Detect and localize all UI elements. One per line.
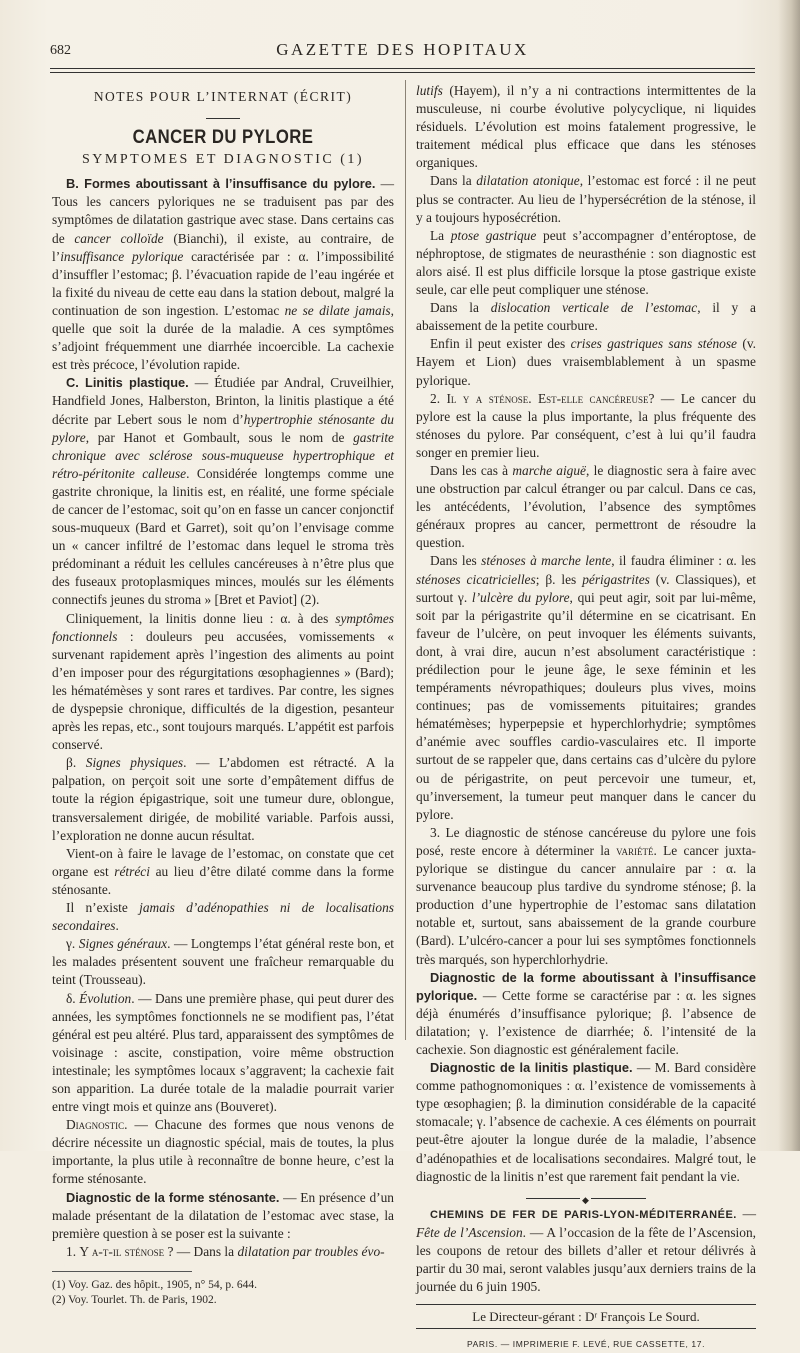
paragraph-dilatation-atonique: Dans la dilatation atonique, l’estomac est forcé : il ne peut plus se contracter. Au lieu de l’hypersécrétion de la sténose, il y a toujours hyposécrétion.	[416, 173, 756, 225]
ornament-rule	[526, 1198, 646, 1199]
paragraph-heading: Diagnostic de la forme aboutissant à l’insuffisance pylorique.	[416, 969, 756, 1003]
article-subtitle: SYMPTOMES ET DIAGNOSTIC (1)	[81, 152, 365, 168]
paragraph-linitis: C. Linitis plastique. — Étudiée par Andral, Cruveilhier, Handfield Jones, Halberston, Brinton, la linitis plastique a été décrite par Lebert sous le nom d’hypertrophie sténosante du pylore, par Hanot et Gombault, sous le nom de gastrite chronique avec sclérose sous-muqueuse hypertrophique et rétro-péritonite calleuse. Considérée longtemps comme une gastrite chronique, la linitis est, en réalité, une forme spéciale de cancer de l’estomac, soit qu’on en fasse un cancer conjonctif sous-muqueux (Bard et Garret), soit qu’on l’envisage comme un « cancer infiltré de l’estomac dans lequel le stroma très prédominant a réduit les cellules cancéreuses à n’être plus que des fuseaux protoplasmiques minces, moulés sur les éléments connectifs jeunes du stroma » [Bret et Paviot] (2).	[52, 375, 394, 608]
paragraph-adenopathies: Il n’existe jamais d’adénopathies ni de localisations secondaires.	[52, 900, 394, 934]
paragraph-continuation: lutifs (Hayem), il n’y a ni contractions intermittentes de la musculeuse, ni courbe évolutive polycyclique, ni liquides résiduels. L’évolution est moins fatalement progressive, le traitement médical plus efficace que dans les sténoses organiques.	[416, 83, 756, 171]
paragraph-diag-linitis: Diagnostic de la linitis plastique. — M. Bard considère comme pathognomoniques : α. l’existence de vomissements à type œsophagien; β. la diminution considérable de la capacité stomacale; γ. l’absence de cachexie. A ces éléments on pourrait peut-être ajouter la longue durée de la maladie, l’absence d’adénopathies et de localisations secondaires. Malgré tout, le diagnostic de la linitis n’est que rarement fait pendant la vie.	[416, 1060, 757, 1184]
paragraph-diag-insuffisance: Diagnostic de la forme aboutissant à l’insuffisance pylorique. — Cette forme se caractérise par : α. les signes déjà énumérés d’insuffisance pylorique; β. l’absence de dilatation; γ. l’existence de diarrhée; δ. l’intensité de la cachexie. Son diagnostic est généralement facile.	[416, 969, 756, 1057]
journal-title: GAZETTE DES HOPITAUX	[276, 40, 529, 59]
paragraph-diagnostic: Diagnostic. — Chacune des formes que nous venons de décrire nécessite un diagnostic spécial, mais de toutes, la plus importante, la plus utile à reconnaître de bonne heure, c’est la forme sténosante.	[52, 1117, 394, 1187]
footnotes	[52, 1271, 257, 1308]
footnote-2: (2) Voy. Tourlet. Th. de Paris, 1902.	[52, 1293, 217, 1306]
header-rule	[50, 68, 755, 73]
paragraph-ptose: La ptose gastrique peut s’accompagner d’entéroptose, de néphroptose, de stigmates de neurasthénie : son diagnostic est alors aisé. Il est plus difficile lorsque la ptose gastrique existe seule, car elle peut compliquer une sténose.	[416, 227, 756, 298]
paragraph-marche-aigue: Dans les cas à marche aiguë, le diagnostic sera à faire avec une obstruction par calcul étranger ou par calcul. Dans ce cas, les antécédents, l’évolution, l’absence des symptômes généraux propres au cancer, permettront de résoudre la question.	[416, 462, 756, 551]
paragraph-cliniquement: Cliniquement, la linitis donne lieu : α. à des symptômes fonctionnels : douleurs peu accusées, vomissements « survenant rapidement après l’ingestion des aliments au point d’en imposer pour des régurgitations œsophagiennes » (Bard); les hématémèses y sont rares et tardives. Par contre, les signes de dyspepsie chronique, difficultés de la digestion, pesanteur après les repas, etc., sont toujours marqués. L’appétit est parfois conservé.	[52, 610, 394, 753]
paragraph-heading: Diagnostic de la forme sténosante.	[66, 1189, 280, 1205]
paragraph-variete: 3. Le diagnostic de sténose cancéreuse du pylore une fois posé, reste encore à déterminer la variété. Le cancer juxta-pylorique se distingue du cancer annulaire par : α. la survenance beaucoup plus tardive du syndrome sténose; β. la production d’une hypertrophie de l’estomac sans dilatation notable et, surtout, sans abaissement de la grande courbure (Bard). L’ulcéro-cancer a pour lui ses symptômes fonctionnels très marqués, son hyperchlorhydrie.	[416, 824, 756, 967]
paragraph-diag-stenosante: Diagnostic de la forme sténosante. — En présence d’un malade présentant de la dilatation de l’estomac avec stase, la première question à se poser est la suivante :	[52, 1189, 394, 1241]
paragraph-heading: Diagnostic	[66, 1117, 125, 1133]
paragraph-heading: C. Linitis plastique.	[66, 375, 189, 391]
paragraph-marche-lente: Dans les sténoses à marche lente, il faudra éliminer : α. les sténoses cicatricielles; β. les périgastrites (v. Classiques), et surtout γ. l’ulcère du pylore, qui peut agir, soit par lui-même, soit par la périgastrite qu’il détermine en se cicatrisant. En faveur de l’ulcère, on peut invoquer les éléments suivants, dont, à vrai dire, aucun n’est absolument caractéristique : prédilection pour le jeune âge, le sexe féminin et les tempéraments névropathiques; douleurs plus vives, moins continues; pas de vomissements pituitaires; grandes hématémèses; hyperpepsie et hyperchlorhydrie; symptômes d’anémie avec souffles cardio-vasculaires etc. Il importe surtout de se rappeler que, dans certains cas d’ulcère du pylore ou de périgastrite, on peut percevoir une tumeur, et, qu’inversement, la tumeur peut manquer dans le cancer du pylore.	[416, 553, 756, 822]
paragraph-heading: Diagnostic de la linitis plastique.	[430, 1060, 633, 1076]
paragraph-y-a-t-il-stenose: 1. Y a-t-il sténose ? — Dans la dilatation par troubles évo-	[66, 1243, 385, 1259]
right-column	[416, 82, 756, 1353]
director-line: Le Directeur-gérant : Dʳ François Le Sourd.	[416, 1304, 756, 1329]
printer-line: PARIS. — IMPRIMERIE F. LEVÉ, RUE CASSETTE, 17.	[466, 1339, 706, 1350]
paragraph-crises: Enfin il peut exister des crises gastriques sans sténose (v. Hayem et Lion) dues vraisemblablement à un spasme pylorique.	[416, 336, 756, 388]
page-number: 682	[50, 43, 71, 58]
section-heading: NOTES POUR L’INTERNAT (ÉCRIT)	[93, 89, 353, 104]
paragraph-chemins-de-fer: CHEMINS DE FER DE PARIS-LYON-MÉDITERRANÉE. — Fête de l’Ascension. — A l’occasion de la fête de l’Ascension, les coupons de retour des billets d’aller et retour délivrés à partir du 30 mai, seront valables jusqu’aux derniers trains de la journée du 6 juin 1905.	[416, 1205, 756, 1295]
paragraph-cancereuse: 2. Il y a sténose. Est-elle cancéreuse? — Le cancer du pylore est la cause la plus importante, la plus fréquente des sténoses du pylore. Par conséquent, c’est à lui qu’il faudra songer en premier lieu.	[416, 390, 756, 460]
paragraph-dislocation: Dans la dislocation verticale de l’estomac, il y a abaissement de la petite courbure.	[416, 300, 756, 334]
paragraph-evolution: δ. Évolution. — Dans une première phase, qui peut durer des années, les symptômes fonctionnels ne se modifient pas, l’état général est peu altéré. Plus tard, apparaissent des symptômes de voisinage : ascite, constipation, voire même obstruction intestinale; les symptômes locaux s’aggravent; la cachexie fait son apparition. La durée totale de la maladie pourrait varier entre vingt mois et quinze ans (Bouveret).	[52, 990, 394, 1115]
article-title: CANCER DU PYLORE	[132, 127, 314, 149]
paragraph-signes-physiques: β. Signes physiques. — L’abdomen est rétracté. A la palpation, on perçoit soit une sorte d’empâtement diffus de toute la région épigastrique, soit une tumeur dure, oblongue, transversalement dirigée, de mobilité variable. Parfois aussi, l’exploration ne donne aucun résultat.	[52, 755, 395, 843]
footnote-1: (1) Voy. Gaz. des hôpit., 1905, n° 54, p. 644.	[52, 1278, 257, 1291]
left-column	[52, 82, 394, 1308]
paragraph-signes-generaux: γ. Signes généraux. — Longtemps l’état général reste bon, et les malades présentent souvent une fraîcheur remarquable du teint (Trousseau).	[52, 936, 394, 988]
column-divider	[405, 80, 406, 1040]
short-rule	[206, 118, 240, 119]
paragraph-heading: B. Formes aboutissant à l’insuffisance du pylore.	[66, 176, 376, 192]
page-edge-shadow	[778, 0, 800, 1151]
notice-heading: CHEMINS DE FER DE PARIS-LYON-MÉDITERRANÉE.	[430, 1208, 737, 1221]
page-header	[50, 40, 755, 62]
paragraph-lavage: Vient-on à faire le lavage de l’estomac, on constate que cet organe est rétréci au lieu d’être dilaté comme dans la forme sténosante.	[52, 845, 395, 897]
paragraph-forme-insuffisance: B. Formes aboutissant à l’insuffisance du pylore. — Tous les cancers pyloriques ne se traduisent pas par des symptômes de dilatation gastrique avec stase. Dans certains cas de cancer colloïde (Bianchi), il existe, au contraire, de l’insuffisance pylorique caractérisée par : α. l’impossibilité d’insuffler l’estomac; β. l’évacuation rapide de l’eau ingérée et la fixité du niveau de cette eau dans la station debout, malgré la continuation de son ingestion. L’estomac ne se dilate jamais, quelle que soit la durée de la maladie. A ces symptômes s’adjoint fréquemment une diarrhée incoercible. La cachexie est très précoce, l’évolution rapide.	[52, 176, 394, 373]
